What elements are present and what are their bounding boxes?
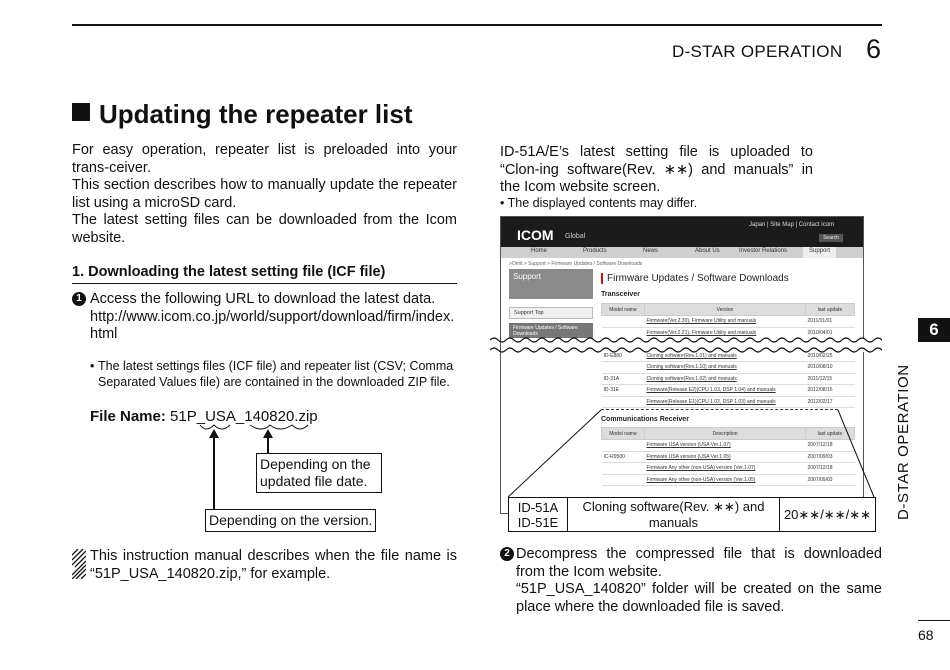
section-title [72, 99, 413, 130]
bullet-icon: • [500, 196, 508, 210]
site-section-transceiver: Transceiver [601, 291, 640, 298]
column-header: Model name [602, 428, 645, 440]
table-cell: 2007/09/03 [806, 451, 855, 463]
breadcrumb[interactable]: >Omit > Support > Firmware Updates / Software Downloads [509, 261, 643, 267]
site-page-title: Firmware Updates / Software Downloads [601, 273, 789, 284]
step-1-text: Access the following URL to download the latest data. [90, 291, 436, 307]
zoomed-table [508, 497, 876, 532]
table-row [602, 362, 855, 374]
intro-paragraph: This section describes how to manually update the repeater list using a microSD card. [72, 177, 457, 211]
subsection-title: 1. Downloading the latest setting file (ICF file) [72, 264, 386, 280]
column-header: Model name [602, 304, 645, 316]
arrow-up-icon [209, 429, 219, 438]
step-1-bullet-text: The latest settings files (ICF file) and repeater list (CSV; Comma Separated Values file) are contained in the downloaded ZIP file. [98, 359, 454, 389]
chapter-title: D-STAR OPERATION [672, 42, 843, 61]
break-line-icon [490, 335, 882, 357]
column-header: Version [645, 304, 806, 316]
download-link[interactable]: Firmware(Ver.2.30), Firmware Utility and manuals [645, 316, 806, 328]
square-bullet-icon [72, 103, 90, 121]
table-cell: 2010/04/01 [806, 327, 855, 339]
chapter-side-label: D-STAR OPERATION [895, 364, 912, 520]
table-cell: ID-31A [602, 373, 645, 385]
column-header: last update [806, 304, 855, 316]
display-note-text: The displayed contents may differ. [507, 196, 698, 210]
table-row [602, 385, 855, 397]
download-url[interactable]: http://www.icom.co.jp/world/support/download/firm/index.html [90, 308, 455, 343]
site-header [501, 217, 863, 247]
table-cell: IC-R9500 [602, 451, 645, 463]
table-cell [602, 362, 645, 374]
download-link[interactable]: Firmware(Ver.2.21), Firmware Utility and manuals [645, 327, 806, 339]
table-cell: ID-E880 [602, 350, 645, 362]
table-cell: 2007/09/03 [806, 474, 855, 486]
download-link[interactable]: Cloning software(Rev.1.02) and manuals [645, 373, 806, 385]
site-section-receiver: Communications Receiver [601, 416, 689, 423]
chapter-number: 6 [866, 34, 882, 64]
file-name-label: File Name: [90, 408, 166, 425]
footer-rule [918, 620, 950, 621]
zoom-date-cell: 20∗∗/∗∗/∗∗ [779, 498, 875, 532]
bullet-icon: • [90, 359, 95, 373]
icom-logo: ICOM [517, 227, 554, 243]
nav-support[interactable]: Support [803, 247, 836, 258]
column-header: last update [806, 428, 855, 440]
download-link[interactable]: Firmware USA version (USA Ver.1.07) [645, 440, 806, 452]
table-cell: 2010/08/10 [806, 362, 855, 374]
site-nav [501, 247, 863, 258]
step-1-bullet [90, 358, 460, 390]
step-2-text-2: “51P_USA_140820” folder will be created on the same place where the downloaded file is saved. [516, 581, 882, 615]
nav-investor[interactable]: Investor Relations [739, 248, 788, 254]
search-button[interactable]: Search [819, 234, 843, 242]
nav-news[interactable]: News [643, 248, 659, 254]
sidebar-item-firmware[interactable]: Firmware Updates / Software Downloads [509, 323, 593, 341]
intro-paragraph: For easy operation, repeater list is preloaded into your trans-ceiver. [72, 142, 457, 176]
download-link[interactable]: Firmware(Release E2)(CPU 1.03, DSP 1.04) and manuals [645, 385, 806, 397]
nav-about[interactable]: About Us [695, 248, 720, 254]
subsection-rule [72, 283, 457, 284]
table-cell: 2012/08/15 [806, 385, 855, 397]
nav-products[interactable]: Products [583, 248, 607, 254]
zoom-model-cell [509, 498, 568, 532]
zoom-model-1: ID-51A [517, 499, 559, 515]
download-link[interactable]: Cloning software(Rev.1.01) and manuals [645, 350, 806, 362]
table-row [602, 373, 855, 385]
download-link[interactable]: Firmware USA version (USA Ver.1.05) [645, 451, 806, 463]
download-link[interactable]: Firmware(Release E1)(CPU 1.02, DSP 1.03) and manuals [645, 396, 806, 408]
download-link[interactable]: Firmware Any other (non-USA) version (Ver.1.05) [645, 474, 806, 486]
right-paragraph: ID-51A/E’s latest setting file is uploaded to “Clon-ing software(Rev. ∗∗) and manuals” in the Icom website screen. [500, 144, 813, 196]
arrow-up-icon [263, 429, 273, 438]
page-number: 68 [918, 627, 934, 643]
nav-home[interactable]: Home [531, 248, 548, 254]
step-number-icon: 1 [72, 292, 86, 306]
table-cell: 2012/02/17 [806, 396, 855, 408]
download-link[interactable]: Cloning software(Rev.1.10) and manuals [645, 362, 806, 374]
zoom-connector-icon [500, 405, 882, 500]
table-cell: 2011/12/15 [806, 373, 855, 385]
step-2 [500, 546, 882, 616]
section-title-text: Updating the repeater list [99, 99, 413, 129]
sidebar-item-support-top[interactable]: Support Top [509, 307, 593, 319]
note-icon [72, 549, 86, 579]
chapter-tab: 6 [918, 318, 950, 342]
top-links[interactable]: Japan | Site Map | Contact Icom [749, 222, 835, 228]
table-cell: ID-31E [602, 385, 645, 397]
callout-version: Depending on the version. [205, 509, 376, 532]
download-link[interactable]: Firmware Any other (non-USA) version (Ver.1.07) [645, 463, 806, 475]
intro-text [72, 142, 457, 248]
step-2-text: Decompress the compressed file that is downloaded from the Icom website. [516, 546, 882, 580]
header-rule [72, 24, 882, 26]
step-number-icon: 2 [500, 547, 514, 561]
file-name-value: 51P_USA_140820.zip [170, 408, 318, 425]
table-cell: 2007/12/18 [806, 463, 855, 475]
note-text: This instruction manual describes when the file name is “51P_USA_140820.zip,” for example. [90, 548, 457, 582]
intro-paragraph: The latest setting files can be downloaded from the Icom website. [72, 212, 457, 246]
table-cell: 2010/02/25 [806, 350, 855, 362]
sidebar-header: Support [509, 269, 593, 299]
arrow-line [213, 436, 215, 510]
callout-file-date: Depending on the updated file date. [256, 453, 382, 493]
display-note [500, 195, 697, 211]
logo-subtitle: Global [565, 233, 586, 240]
column-header: Description [645, 428, 806, 440]
table-cell [602, 316, 645, 328]
table-cell: 2007/12/18 [806, 440, 855, 452]
table-cell: 2011/01/01 [806, 316, 855, 328]
step-1 [72, 291, 460, 344]
zoom-item-cell: Cloning software(Rev. ∗∗) and manuals [568, 498, 780, 532]
table-row [602, 316, 855, 328]
zoom-model-2: ID-51E [517, 514, 559, 530]
arrow-line [267, 436, 269, 454]
